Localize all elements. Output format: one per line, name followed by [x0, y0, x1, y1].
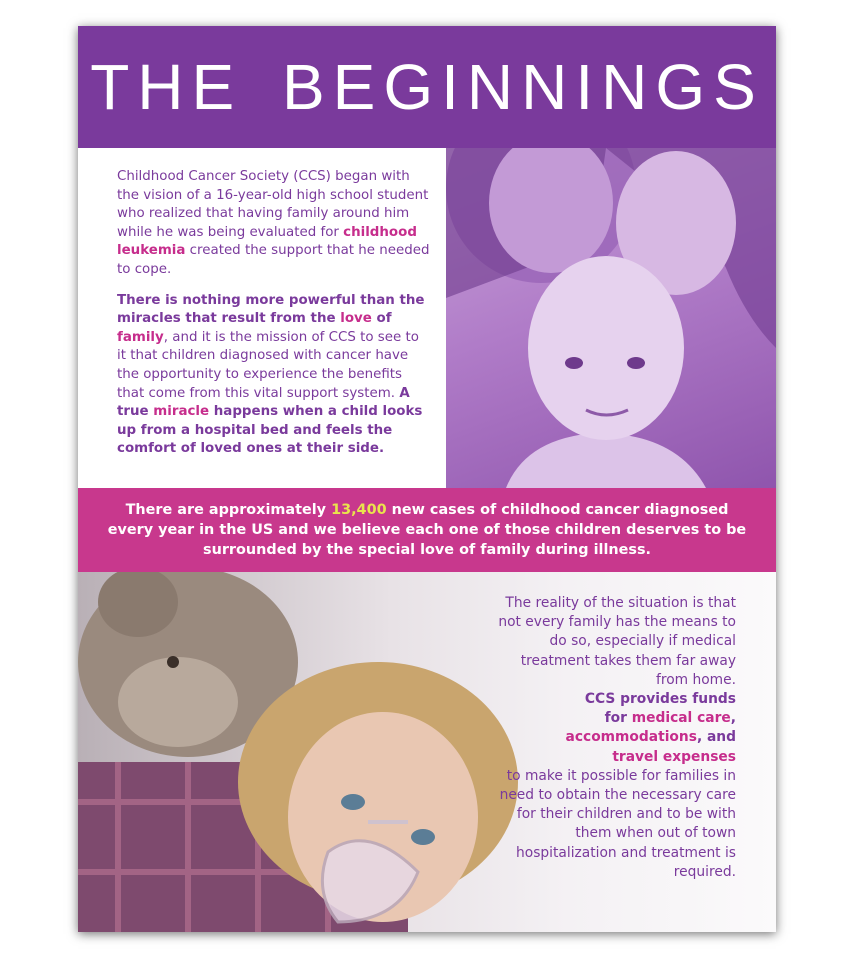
highlight-childhood-leukemia: childhood leukemia [117, 224, 417, 259]
statistics-banner [78, 488, 776, 572]
intro-p2-text-c: A true [117, 385, 410, 420]
highlight-travel-expenses: travel expenses [612, 748, 736, 765]
statistics-text [107, 500, 747, 560]
family-photo [446, 148, 776, 488]
band-text-post: new cases of childhood cancer diagnosed every year in the US and we believe each one of those children deserves to be surrounded by the special love of family during illness. [107, 502, 747, 558]
reality-text-d: to make it possible for families in need to obtain the necessary care for their children and to be with them when out of town hospitalization and treatment is required. [499, 767, 736, 880]
intro-text [117, 168, 432, 471]
intro-p2-text-d: happens when a child looks up from a hospital bed and feels the comfort of loved ones at their side. [117, 404, 423, 457]
band-text-pre: There are approximately [125, 502, 332, 518]
page-title: THE BEGINNINGS [90, 51, 764, 123]
reality-text-a: The reality of the situation is that not every family has the means to do so, especially if medical treatment takes them far away from home. [498, 595, 736, 688]
case-count: 13,400 [331, 502, 387, 518]
highlight-family: family [117, 329, 164, 345]
intro-p1-text-a: Childhood Cancer Society (CCS) began with the vision of a 16-year-old high school student who realized that having family around him while he was being evaluated for [117, 169, 429, 240]
brochure-page [78, 26, 776, 932]
family-photo-illustration [446, 148, 776, 488]
intro-p2-text-b: , and it is the mission of CCS to see to it that children diagnosed with cancer have the opportunity to experience the benefits that come from this vital support system. [117, 329, 419, 401]
reality-comma: , [730, 710, 736, 727]
highlight-accommodations: accommodations [565, 729, 697, 746]
intro-p1-text-b: created the support that he needed to cope. [117, 243, 430, 277]
highlight-love: love [340, 311, 372, 327]
reality-text-b: CCS provides funds [584, 691, 736, 708]
intro-p2-of: of [371, 311, 392, 327]
highlight-medical-care: medical care [631, 710, 731, 727]
header-banner [78, 26, 776, 148]
intro-p2-text-a: There is nothing more powerful than the miracles that result from the [117, 292, 425, 327]
reality-for: for [604, 710, 632, 727]
intro-paragraph-1 [117, 168, 432, 280]
reality-and: , and [696, 729, 736, 746]
highlight-miracle: miracle [153, 404, 210, 420]
intro-paragraph-2 [117, 292, 432, 459]
reality-text [486, 594, 736, 882]
funds-list-line-1 [486, 709, 736, 728]
funds-list-line-2 [486, 728, 736, 747]
